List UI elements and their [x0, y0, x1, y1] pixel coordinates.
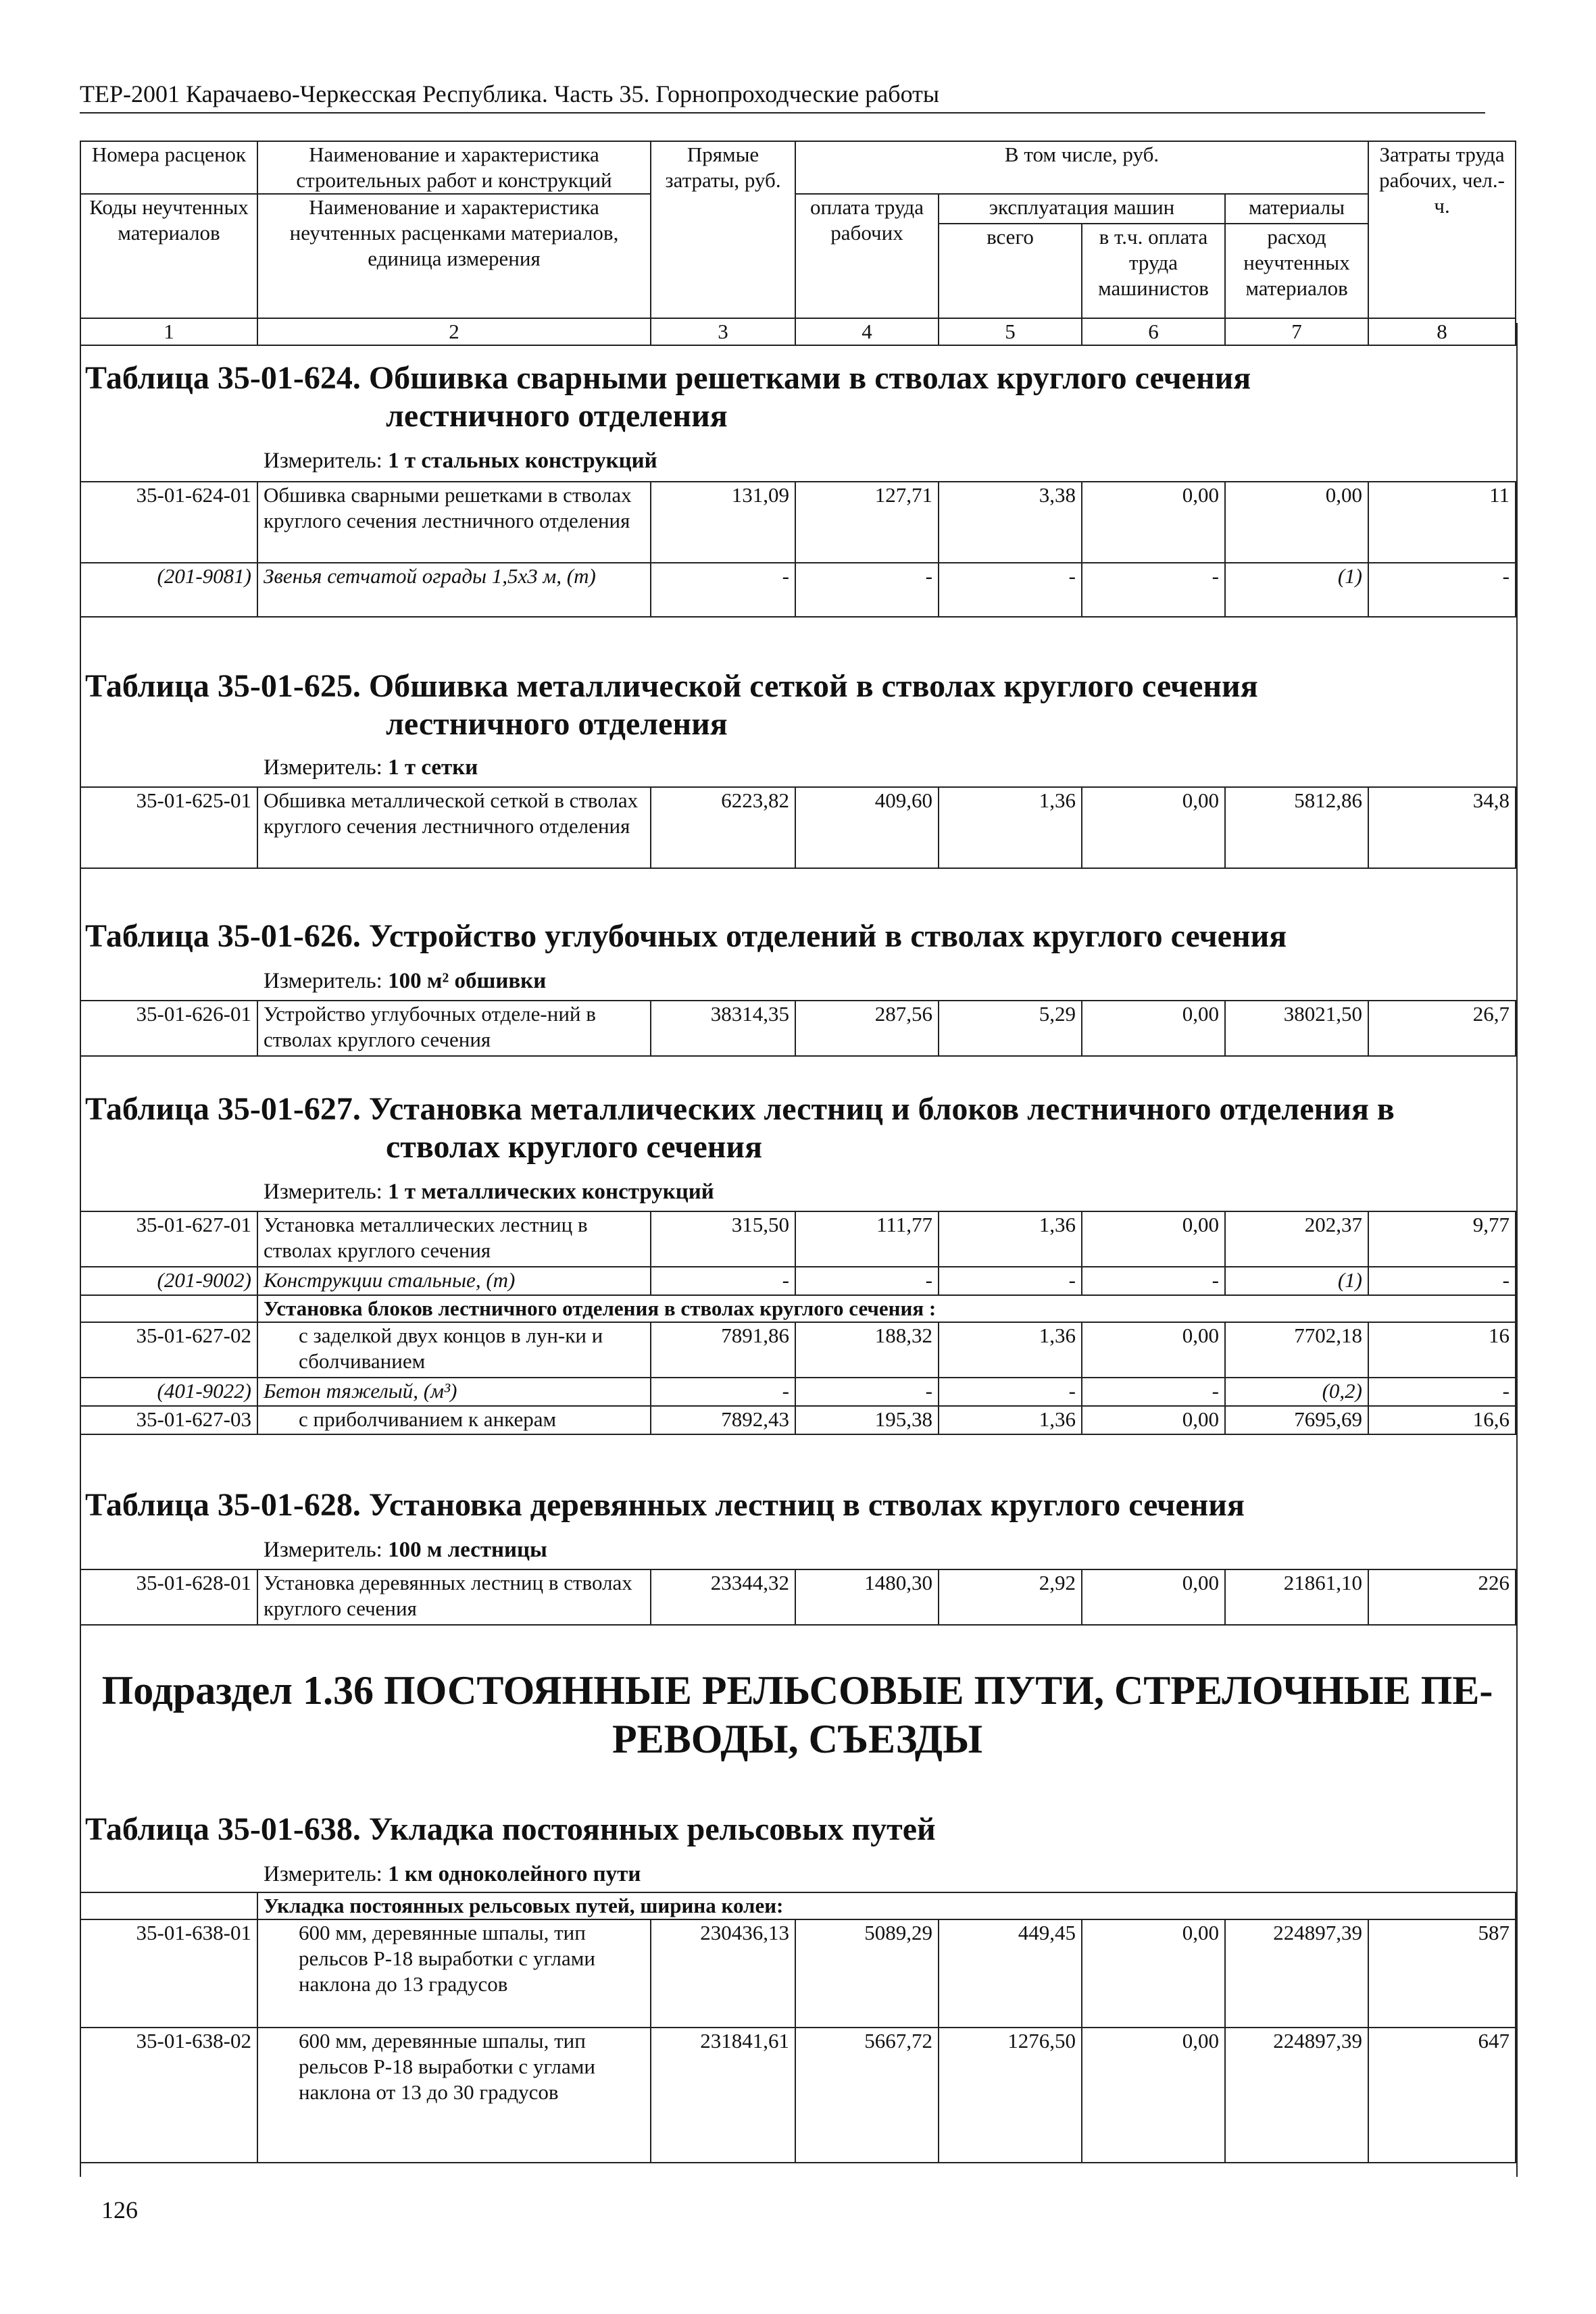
header-col8: Затраты труда рабочих, чел.-ч.: [1368, 141, 1516, 318]
header-machines: эксплуатация машин: [939, 194, 1225, 224]
header-num-3: 3: [651, 318, 795, 345]
header-col6: в т.ч. оплата труда машинистов: [1082, 224, 1225, 318]
table-row-material: (401-9022) Бетон тяжелый, (м³) - - - - (0,2) -: [80, 1378, 1516, 1406]
table-row-material: (201-9081) Звенья сетчатой ограды 1,5х3 м, (т) - - - - (1) -: [80, 563, 1516, 617]
table-625-title: Таблица 35-01-625. Обшивка металлической сеткой в стволах круглого сечения лестничного отделения: [85, 668, 1258, 742]
header-col1-bottom: Коды неучтенных материалов: [80, 194, 257, 318]
header-num-2: 2: [257, 318, 651, 345]
table-624-measure: Измеритель: 1 т стальных конструкций: [264, 449, 657, 473]
table-row: 35-01-627-03 с приболчиванием к анкерам 7892,43 195,38 1,36 0,00 7695,69 16,6: [80, 1406, 1516, 1434]
table-626-measure: Измеритель: 100 м² обшивки: [264, 969, 547, 993]
table-625-measure: Измеритель: 1 т сетки: [264, 755, 478, 780]
table-627: [80, 1211, 1516, 1435]
table-627-title: Таблица 35-01-627. Установка металлических лестниц и блоков лестничного отделения в стволах круглого сечения: [85, 1091, 1395, 1165]
running-header: ТЕР-2001 Карачаево-Черкесская Республика. Часть 35. Горнопроходческие работы: [80, 80, 1485, 114]
header-num-4: 4: [795, 318, 939, 345]
table-subheader: Установка блоков лестничного отделения в стволах круглого сечения :: [80, 1295, 1516, 1322]
header-num-1: 1: [80, 318, 257, 345]
table-row: 35-01-627-01 Установка металлических лестниц в стволах круглого сечения 315,50 111,77 1,36 0,00 202,37 9,77: [80, 1211, 1516, 1267]
page-number: 126: [101, 2196, 138, 2223]
header-col5: всего: [939, 224, 1082, 318]
header-num-7: 7: [1225, 318, 1368, 345]
table-638-title: Таблица 35-01-638. Укладка постоянных рельсовых путей: [85, 1811, 936, 1847]
column-header-table: [80, 141, 1516, 346]
header-group: В том числе, руб.: [795, 141, 1368, 194]
table-626: [80, 1000, 1516, 1057]
table-row: 35-01-638-01 600 мм, деревянные шпалы, тип рельсов Р-18 выработки с углами наклона до 13 градусов 230436,13 5089,29 449,45 0,00 224897,39 587: [80, 1919, 1516, 2028]
header-col1-top: Номера расценок: [80, 141, 257, 194]
header-num-6: 6: [1082, 318, 1225, 345]
header-col2-top: Наименование и характеристика строительных работ и конструкций: [257, 141, 651, 194]
header-col4: оплата труда рабочих: [795, 194, 939, 318]
table-628-measure: Измеритель: 100 м лестницы: [264, 1538, 547, 1562]
table-626-title: Таблица 35-01-626. Устройство углубочных отделений в стволах круглого сечения: [85, 918, 1287, 954]
table-row-material: (201-9002) Конструкции стальные, (т) - - - - (1) -: [80, 1267, 1516, 1295]
table-row: 35-01-628-01 Установка деревянных лестниц в стволах круглого сечения 23344,32 1480,30 2,92 0,00 21861,10 226: [80, 1569, 1516, 1625]
table-624-title: Таблица 35-01-624. Обшивка сварными решетками в стволах круглого сечения лестничного отделения: [85, 360, 1251, 434]
table-625: [80, 786, 1516, 869]
header-materials: материалы: [1225, 194, 1368, 224]
table-row: 35-01-625-01 Обшивка металлической сеткой в стволах круглого сечения лестничного отделения 6223,82 409,60 1,36 0,00 5812,86 34,8: [80, 787, 1516, 868]
table-subheader: Укладка постоянных рельсовых путей, ширина колеи:: [80, 1892, 1516, 1919]
header-num-5: 5: [939, 318, 1082, 345]
table-627-measure: Измеритель: 1 т металлических конструкций: [264, 1180, 714, 1204]
subsection-heading: Подраздел 1.36 ПОСТОЯННЫЕ РЕЛЬСОВЫЕ ПУТИ, СТРЕЛОЧНЫЕ ПЕ- РЕВОДЫ, СЪЕЗДЫ: [101, 1668, 1493, 1761]
header-col7: расход неучтенных материалов: [1225, 224, 1368, 318]
table-624: [80, 481, 1516, 618]
header-num-8: 8: [1368, 318, 1516, 345]
table-628: [80, 1569, 1516, 1626]
table-row: 35-01-638-02 600 мм, деревянные шпалы, тип рельсов Р-18 выработки с углами наклона от 13 до 30 градусов 231841,61 5667,72 1276,50 0,00 224897,39 647: [80, 2028, 1516, 2163]
header-col2-bottom: Наименование и характеристика неучтенных расценками материалов, единица измерения: [257, 194, 651, 318]
table-row: 35-01-626-01 Устройство углубочных отделе-ний в стволах круглого сечения 38314,35 287,56 5,29 0,00 38021,50 26,7: [80, 1001, 1516, 1056]
table-628-title: Таблица 35-01-628. Установка деревянных лестниц в стволах круглого сечения: [85, 1487, 1245, 1523]
table-row: 35-01-624-01 Обшивка сварными решетками в стволах круглого сечения лестничного отделения 131,09 127,71 3,38 0,00 0,00 11: [80, 482, 1516, 563]
table-row: 35-01-627-02 с заделкой двух концов в лун-ки и сболчиванием 7891,86 188,32 1,36 0,00 7702,18 16: [80, 1322, 1516, 1378]
table-638-measure: Измеритель: 1 км одноколейного пути: [264, 1862, 641, 1886]
header-col3: Прямые затраты, руб.: [651, 141, 795, 318]
table-638: [80, 1892, 1516, 2163]
